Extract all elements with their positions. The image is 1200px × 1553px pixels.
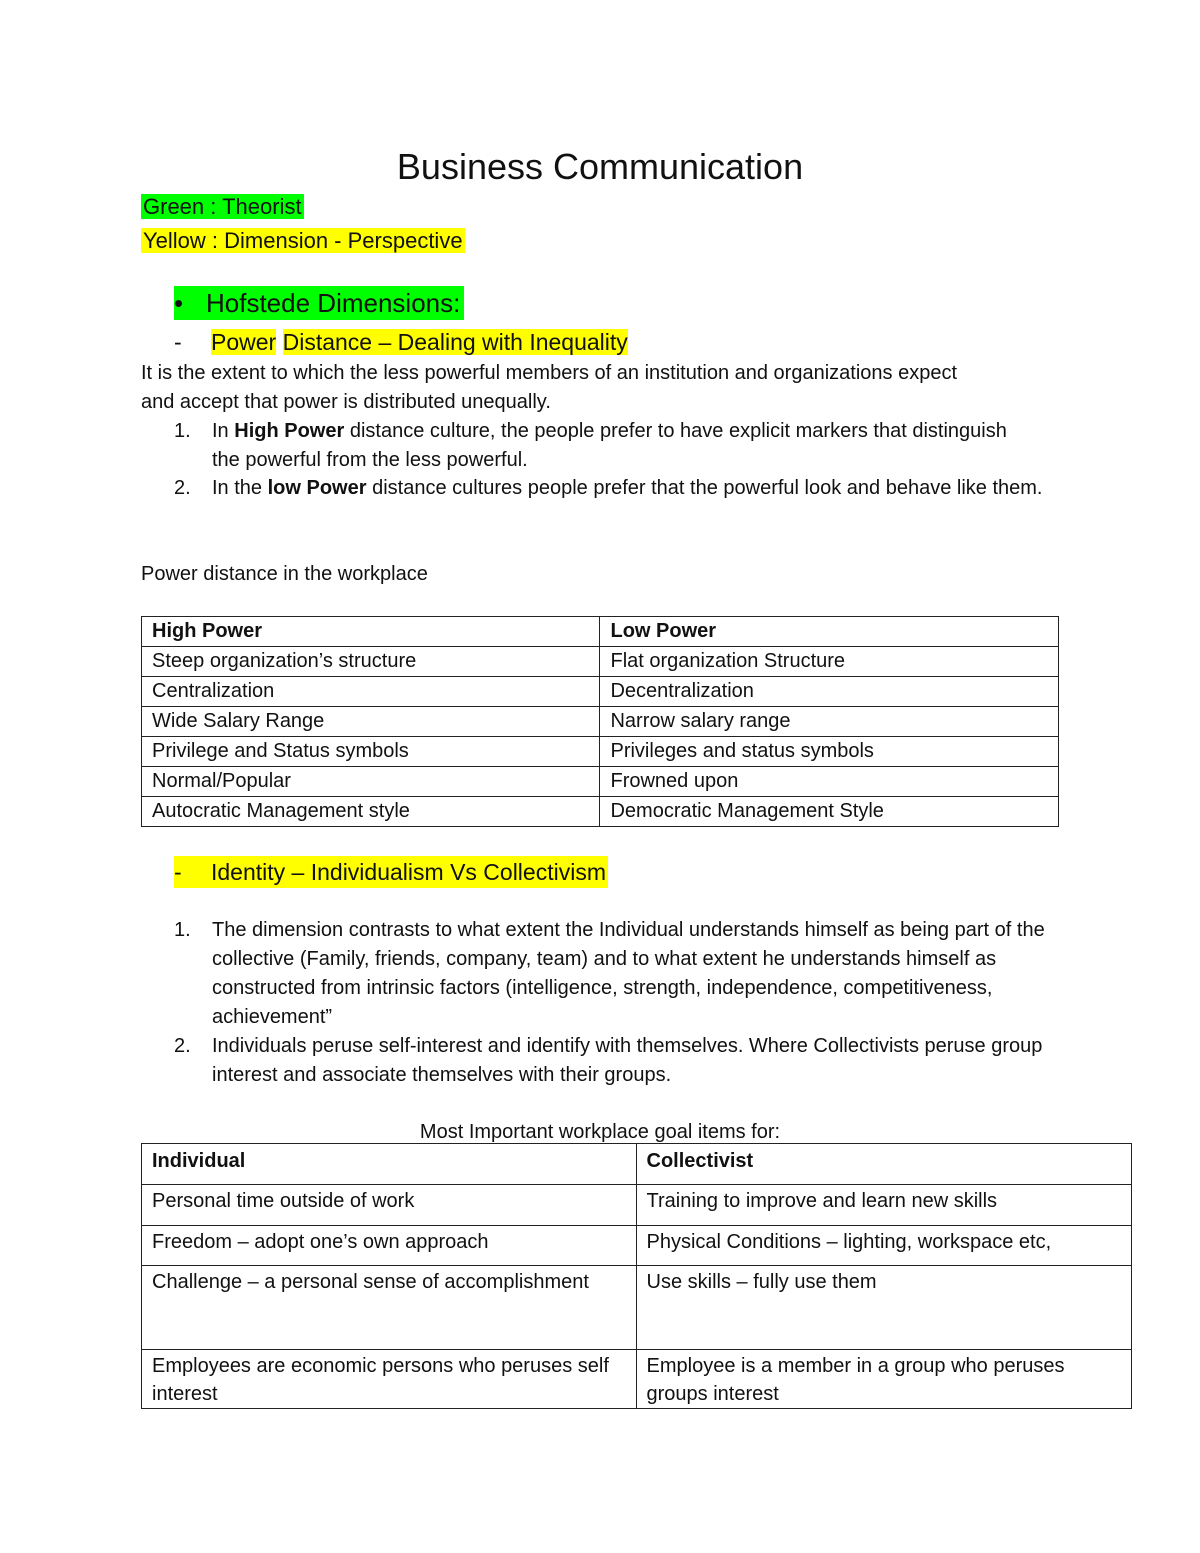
table-header-cell: Low Power — [600, 617, 1059, 647]
power-distance-heading-part1: Power — [211, 329, 277, 355]
table-row — [142, 707, 1059, 737]
power-distance-point-2 — [212, 474, 1072, 503]
table-cell: Flat organization Structure — [600, 647, 1059, 677]
list-number: 2. — [174, 477, 191, 499]
dash-marker: - — [174, 329, 182, 355]
point-text: In the — [212, 477, 268, 499]
hofstede-heading — [174, 286, 464, 320]
table-row — [142, 1185, 1132, 1226]
legend-yellow-label: Yellow : Dimension - Perspective — [143, 228, 463, 253]
table-row — [142, 797, 1059, 827]
table-cell: Normal/Popular — [142, 767, 600, 797]
table-header-cell: Collectivist — [636, 1144, 1131, 1185]
table-row — [142, 1266, 1132, 1350]
point-bold-text: High Power — [234, 420, 345, 442]
point-text: distance culture, the people prefer to have explicit markers that distinguish the powerful from the less powerful. — [212, 420, 1007, 471]
legend-green-label: Green : Theorist — [143, 194, 302, 219]
legend-green — [141, 192, 304, 222]
identity-heading-text: Identity – Individualism Vs Collectivism — [211, 859, 606, 885]
power-distance-definition-line2: and accept that power is distributed unequally. — [141, 391, 551, 413]
table-cell: Physical Conditions – lighting, workspace etc, — [636, 1226, 1131, 1266]
table-cell: Steep organization’s structure — [142, 647, 600, 677]
table-cell: Challenge – a personal sense of accomplishment — [142, 1266, 637, 1350]
legend-yellow — [141, 226, 465, 256]
table-cell: Democratic Management Style — [600, 797, 1059, 827]
table-cell: Freedom – adopt one’s own approach — [142, 1226, 637, 1266]
table-cell: Personal time outside of work — [142, 1185, 637, 1226]
power-distance-definition-line1: It is the extent to which the less powerful members of an institution and organizations expect — [141, 362, 957, 384]
table-cell: Privilege and Status symbols — [142, 737, 600, 767]
table-cell: Privileges and status symbols — [600, 737, 1059, 767]
table-cell: Training to improve and learn new skills — [636, 1185, 1131, 1226]
table-row — [142, 1226, 1132, 1266]
power-distance-heading-part2: Distance – Dealing with Inequality — [282, 329, 628, 355]
table-row — [142, 767, 1059, 797]
table-header-cell: Individual — [142, 1144, 637, 1185]
table-cell: Employees are economic persons who peruses self interest — [142, 1350, 637, 1409]
identity-point-1: The dimension contrasts to what extent the Individual understands himself as being part of the collective (Family, friends, company, team) and to what extent he understands himself as constructed from intrinsic factors (intelligence, strength, independence, competitiveness, achievement” — [212, 919, 1045, 1028]
table-row — [142, 647, 1059, 677]
list-number: 1. — [174, 919, 191, 941]
table-cell: Autocratic Management style — [142, 797, 600, 827]
table-row — [142, 677, 1059, 707]
dash-marker: - — [174, 859, 182, 885]
table-cell: Wide Salary Range — [142, 707, 600, 737]
table-row — [142, 1350, 1132, 1409]
hofstede-heading-text: Hofstede Dimensions: — [206, 288, 461, 318]
identity-heading — [174, 856, 608, 888]
table-cell: Narrow salary range — [600, 707, 1059, 737]
table-header-cell: High Power — [142, 617, 600, 647]
power-distance-point-1 — [212, 417, 1012, 475]
list-number: 2. — [174, 1035, 191, 1057]
list-number: 1. — [174, 420, 191, 442]
power-distance-table-caption: Power distance in the workplace — [141, 563, 428, 585]
power-distance-heading — [174, 326, 628, 358]
identity-point-2: Individuals peruse self-interest and identify with themselves. Where Collectivists peruse group interest and associate themselves with their groups. — [212, 1035, 1043, 1086]
table-cell: Decentralization — [600, 677, 1059, 707]
table-header-row — [142, 1144, 1132, 1185]
identity-table-caption: Most Important workplace goal items for: — [419, 1121, 781, 1143]
table-header-row — [142, 617, 1059, 647]
table-cell: Use skills – fully use them — [636, 1266, 1131, 1350]
point-text: distance cultures people prefer that the powerful look and behave like them. — [366, 477, 1043, 499]
table-cell: Frowned upon — [600, 767, 1059, 797]
table-cell: Employee is a member in a group who peruses groups interest — [636, 1350, 1131, 1409]
power-distance-table — [141, 616, 1059, 827]
identity-table — [141, 1143, 1132, 1409]
table-cell: Centralization — [142, 677, 600, 707]
point-bold-text: low Power — [267, 477, 367, 499]
bullet-icon: • — [174, 288, 184, 318]
table-row — [142, 737, 1059, 767]
page-title: Business Communication — [396, 146, 804, 187]
point-text: In — [212, 420, 235, 442]
